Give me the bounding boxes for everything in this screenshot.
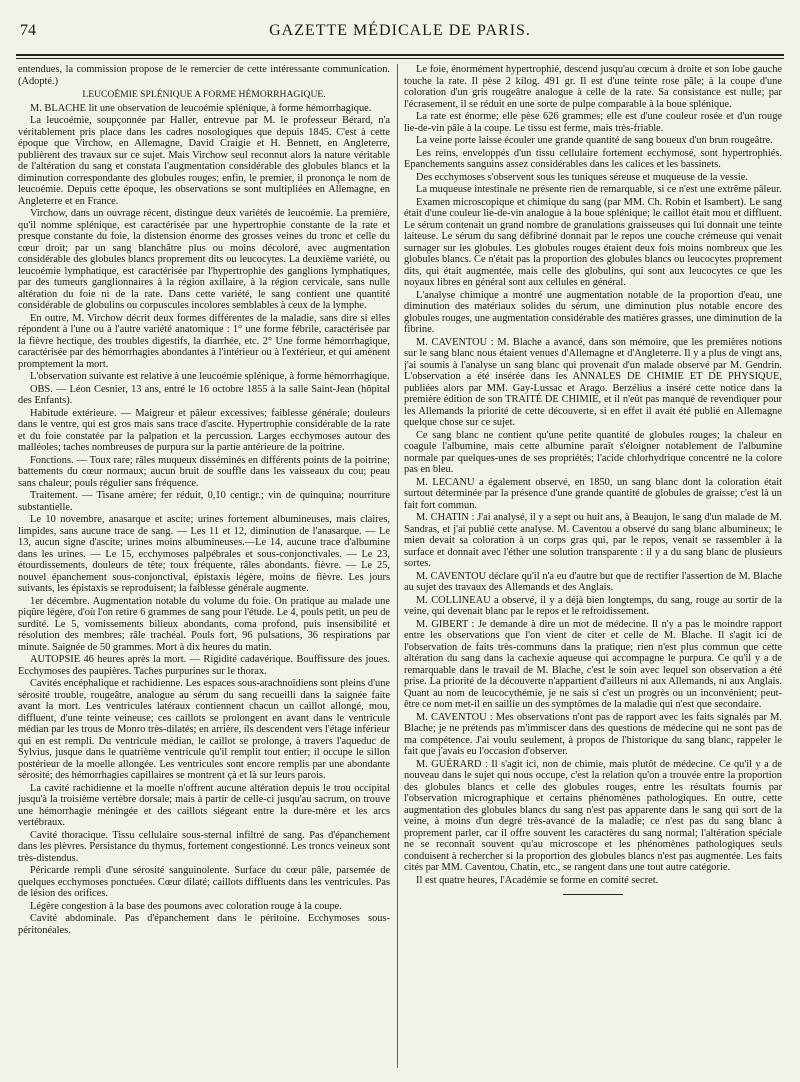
- paragraph: Traitement. — Tisane amère; fer réduit, 0,10 centigr.; vin de quinquina; nourriture substantielle.: [18, 490, 390, 513]
- paragraph: Il est quatre heures, l'Académie se forme en comité secret.: [416, 874, 659, 886]
- paragraph: M. CAVENTOU : M. Blache a avancé, dans son mémoire, que les premières notions sur le sang blanc nous étaient venues d'Allemagne et d'Angleterre. Il y a plus de vingt ans, j'ai soumis à l'analyse un sang blanc qui provenait d'un malade observé par M. Gendrin. L'observation a été insérée dans les ANNALES DE CHIMIE ET DE PHYSIQUE, publiées alors par MM. Gay-Lussac et Arago. Berzélius a inséré cette notice dans la première édition de son TRAITÉ DE CHIMIE, et il n'eût pas manqué de revendiquer pour les Allemands la priorité de cette découverte, si en effet il avait été publié en Allemagne quelque chose sur ce sujet.: [404, 336, 782, 428]
- header-rule-thin: [16, 58, 784, 59]
- paragraph: M. CHATIN : J'ai analysé, il y a sept ou huit ans, à Beaujon, le sang d'un malade de M. Sandras, et j'ai publié cette analyse. M. Caventou a observé du sang blanc albumineux; le mien devait sa coloration à un corps gras qui, par le repos, venait se rassembler à la surface et donnait avec l'éther une solution transparente : il y a du sang blanc de plusieurs sortes.: [404, 512, 782, 569]
- paragraph: Des ecchymoses s'observent sous les tuniques séreuse et muqueuse de la vessie.: [416, 171, 748, 183]
- paragraph: Virchow, dans un ouvrage récent, distingue deux variétés de leucoémie. La première, qu'il nomme splénique, est caractérisée par une hypertrophie constante de la rate et presque constante du foie, la distension énorme des grosses veines du tronc et celle du cœur droit; par un sang blanchâtre plus ou moins décoloré, avec augmentation considérable des globules blancs proprement dits ou leucocytes. La deuxième variété, ou leucoémie lymphatique, est caractérisée par l'hypertrophie des ganglions lymphatiques, par des tumeurs ganglionnaires à la région axillaire, à la région cervicale, sans nulle altération du foie ni de la rate. Dans cette variété, le sang contient une quantité considérable de globulins ou corpuscules incolores semblables à ceux de la lymphe.: [18, 208, 390, 311]
- paragraph: Habitude extérieure. — Maigreur et pâleur excessives; faiblesse générale; douleurs dans le ventre, qui est gros mais sans trace d'ascite. Hypertrophie considérable de la rate et du foie constatée par la palpation et la percussion. Larges ecchymoses autour des malléoles; taches nombreuses de purpura sur la partie antérieure de la poitrine.: [18, 407, 390, 453]
- paragraph: M. BLACHE lit une observation de leucoémie splénique, à forme hémorrhagique.: [30, 102, 372, 114]
- paragraph: entendues, la commission propose de le remercier de cette intéressante communication. (Adopté.): [18, 64, 390, 87]
- paragraph: Péricarde rempli d'une sérosité sanguinolente. Surface du cœur pâle, parsemée de quelques ecchymoses ponctuées. Cœur dilaté; caillots diffluents dans les ventricules. Pas de lésion des orifices.: [18, 865, 390, 899]
- paragraph: M. CAVENTOU déclare qu'il n'a eu d'autre but que de rectifier l'assertion de M. Blache au sujet des travaux des Allemands et des Anglais.: [404, 570, 782, 593]
- paragraph: 1er décembre. Augmentation notable du volume du foie. On pratique au malade une piqûre légère, d'où l'on retire 6 grammes de sang pour l'étude. Le 4, pouls petit, un peu de surdité. Le 5, vomissements bilieux abondants, coma profond, puis insensibilité et résolution des membres; râle trachéal. Pouls fort, 96 pulsations, 36 respirations par minute. Saignée de 50 grammes. Mort à dix heures du matin.: [18, 595, 390, 653]
- left-column: [18, 64, 390, 1070]
- paragraph: M. COLLINEAU a observé, il y a déjà bien longtemps, du sang, rouge au sortir de la veine, qui devenait blanc par le repos et le refroidissement.: [404, 594, 782, 617]
- paragraph: M. GUÉRARD : Il s'agit ici, non de chimie, mais plutôt de médecine. Ce qu'il y a de nouveau dans le sujet qui nous occupe, c'est la relation qu'on a trouvée entre la proportion des globules blancs et celle des globules rouges, entre les résultats fournis par l'observation micrographique et certains phénomènes pathologiques. En outre, cette augmentation des globules blancs du sang n'est pas apparente dans le sang qui sort de la veine, à moins d'un degré très-avancé de la maladie; ce n'est pas du sang blanc à proprement parler, car il offre souvent les caractères du sang normal; l'altération spéciale ne se reconnaît souvent qu'au microscope et les phénomènes pathologiques seuls conduisent à rechercher si la proportion des globules blancs n'est pas augmentée. Les faits cités par MM. Caventou, Chatin, etc., se rangent dans une tout autre catégorie.: [404, 758, 782, 873]
- paragraph: AUTOPSIE 46 heures après la mort. — Rigidité cadavérique. Bouffissure des joues. Ecchymoses des paupières. Taches purpurines sur le thorax.: [18, 654, 390, 677]
- paragraph: Fonctions. — Toux rare; râles muqueux disséminés en différents points de la poitrine; battements du cœur normaux; aucun bruit de souffle dans les vaisseaux du cou; peau sans chaleur; pouls régulier sans fréquence.: [18, 454, 390, 489]
- paragraph: Cavités encéphalique et rachidienne. Les espaces sous-arachnoïdiens sont pleins d'une sérosité trouble, rougeâtre, analogue au sérum du sang recueilli dans la saignée faite avant la mort. Les ventricules latéraux contiennent chacun un caillot allongé, mou, diffluent, d'une teinte veineuse; ces caillots se prolongent en avant dans le ventricule médian par les trous de Monro très-dilatés; en arrière, ils descendent vers l'étage inférieur qui en est rempli. Du ventricule médian, le caillot se prolonge, à travers l'aqueduc de Sylvius, jusque dans le quatrième ventricule qu'il remplit tout entier; il occupe le sillon postérieur de la moelle allongée. Les ventricules sont encore remplis par une abondante sérosité; des hémorrhagies capillaires se montrent çà et là sur leurs parois.: [18, 678, 390, 781]
- paragraph: M. CAVENTOU : Mes observations n'ont pas de rapport avec les faits signalés par M. Blache; je ne prétends pas m'immiscer dans des questions de médecine qui ne sont pas de ma compétence. J'ai voulu seulement, à propos de l'historique du sang blanc, rappeler le fait que j'avais eu l'occasion d'observer.: [404, 711, 782, 757]
- paragraph: M. GIBERT : Je demande à dire un mot de médecine. Il n'y a pas le moindre rapport entre les observations que l'on vient de citer et celle de M. Blache. Il s'agit ici de l'observation de faits très-communs dans la pratique; rien n'est plus commun que cette altération du sang dans la cachexie aqueuse qui accompagne le purpura. Ce qu'il y a de remarquable dans le travail de M. Blache, c'est le soin avec lequel son observation a été prise. La priorité de la découverte n'appartient d'ailleurs ni aux Allemands, ni aux Anglais. Quant au nom de leucocythémie, je ne sais si c'est un progrès ou un inconvénient; peut-être ce nom met-il en saillie un des symptômes de la maladie qui n'est que secondaire.: [404, 618, 782, 710]
- paragraph: Examen microscopique et chimique du sang (par MM. Ch. Robin et Isambert). Le sang était d'une couleur lie-de-vin analogue à la boue splénique; le caillot était mou et diffluent. Le sérum contenait un grand nombre de granulations graisseuses qui lui donnait une teinte laiteuse. Le sérum du sang défibriné donnait par le repos une couche crémeuse qui venait surnager sur les globules. Les globules rouges étaient deux fois moins nombreux que les globules blancs. Ce n'était pas la proportion des globules blancs ou leucocytes proprement dits, qui était augmentée, mais celle des globulins, qui sont aux leucocytes ce que les noyaux libres en général sont aux cellules en général.: [404, 196, 782, 288]
- page-number: 74: [20, 22, 36, 39]
- paragraph: Légère congestion à la base des poumons avec coloration rouge à la coupe.: [30, 900, 342, 912]
- paragraph: La cavité rachidienne et la moelle n'offrent aucune altération depuis le trou occipital jusqu'à la troisième vertèbre dorsale; mais à partir de celle-ci jusqu'au sacrum, on trouve une hémorrhagie méningée et des caillots siégeant entre la dure-mère et les arcs vertébraux.: [18, 782, 390, 828]
- paragraph: Les reins, enveloppés d'un tissu cellulaire fortement ecchymosé, sont hypertrophiés. Epanchements sanguins assez considérables dans les calices et les bassinets.: [404, 147, 782, 170]
- paragraph: Ce sang blanc ne contient qu'une petite quantité de globules rouges; la chaleur en coagule l'albumine, mais cette albumine paraît s'éloigner notablement de l'albumine normale par quelques-unes de ses propriétés; l'acide chlorhydrique concentré ne la colore pas en bleu.: [404, 429, 782, 475]
- paragraph: La leucoémie, soupçonnée par Haller, entrevue par M. le professeur Bérard, n'a véritablement pris place dans les cadres nosologiques que depuis 1845. C'est à cette époque que Virchow, en Allemagne, David Craigie et H. Bennett, en Angleterre, publièrent des travaux sur ce sujet. Mais Virchow seul reconnut alors la nature véritable de l'altération du sang et constata l'augmentation considérable des globules blancs et la diminution correspondante des globules rouges; enfin, le premier, il prononça le nom de leucoémie. Depuis cette époque, les observations se sont multipliées en Allemagne, en Angleterre et en France.: [18, 115, 390, 207]
- paragraph: Cavité abdominale. Pas d'épanchement dans le péritoine. Ecchymoses sous-péritonéales.: [18, 913, 390, 936]
- column-divider: [397, 64, 398, 1068]
- section-heading: LEUCOÉMIE SPLÉNIQUE A FORME HÉMORRHAGIQUE.: [82, 89, 326, 100]
- paragraph: Le foie, énormément hypertrophié, descend jusqu'au cœcum à droite et son lobe gauche touche la rate. Il pèse 2 kilog. 491 gr. Il est d'une teinte rose pâle; à la coupe d'une coloration d'un gris rougeâtre analogue à celle de la rate. Sa consistance est nulle; par l'écrasement, il se réduit en une sorte de pulpe comparable à la boue splénique.: [404, 64, 782, 110]
- paragraph: L'analyse chimique a montré une augmentation notable de la proportion d'eau, une diminution des matériaux solides du sérum, une diminution plus notable encore des globules rouges, une augmentation considérable des matières grasses, une diminution de la fibrine.: [404, 289, 782, 335]
- paragraph: La veine porte laisse écouler une grande quantité de sang boueux d'un brun rougeâtre.: [416, 135, 773, 146]
- paragraph: Le 10 novembre, anasarque et ascite; urines fortement albumineuses, mais claires, limpides, sans aucune trace de sang. — Les 11 et 12, diminution de l'anasarque. — Le 13, aucun signe d'ascite; urines moins albumineuses.—Le 14, aucune trace d'albumine dans les urines. — Le 15, ecchymoses palpébrales et sous-conjonctivales. — Le 23, étourdissements, douleurs de tête; toux fréquente, râles abondants. fièvre. — Le 25, nouvel épanchement sous-conjonctival, épistaxis légère, moins de fièvre. Les jours suivants, les épistaxis se reproduisent; la faiblesse générale augmente.: [18, 514, 390, 594]
- journal-title: GAZETTE MÉDICALE DE PARIS.: [269, 22, 531, 39]
- paragraph: La muqueuse intestinale ne présente rien de remarquable, si ce n'est une extrême pâleur.: [416, 184, 782, 195]
- paragraph: L'observation suivante est relative à une leucoémie splénique, à forme hémorrhagique.: [30, 371, 390, 382]
- header-rule: [16, 54, 784, 56]
- paragraph: OBS. — Léon Cesnier, 13 ans, entré le 16 octobre 1855 à la salle Saint-Jean (hôpital des Enfants).: [18, 383, 390, 406]
- paragraph: La rate est énorme; elle pèse 626 grammes; elle est d'une couleur rosée et d'un rouge lie-de-vin pâle à la coupe. Le tissu est ferme, mais très-friable.: [404, 111, 782, 134]
- end-rule: [563, 894, 623, 895]
- page-header: [16, 20, 784, 46]
- paragraph: Cavité thoracique. Tissu cellulaire sous-sternal infiltré de sang. Pas d'épanchement dans les plèvres. Persistance du thymus, fortement congestionné. Les troncs veineux sont très-distendus.: [18, 829, 390, 864]
- right-column: [404, 64, 782, 1070]
- paragraph: M. LECANU a également observé, en 1850, un sang blanc dont la coloration était surtout déterminée par la présence d'une grande quantité de globules de graisse; c'est là un fait fort commun.: [404, 476, 782, 511]
- paragraph: En outre, M. Virchow décrit deux formes différentes de la maladie, sans dire si elles répondent à l'une ou à l'autre variété anatomique : 1° une forme fébrile, caractérisée par la fièvre hectique, des troubles digestifs, la diarrhée, etc. 2° Une forme hémorrhagique, caractérisée par des hémorrhagies abondantes à l'intérieur ou à l'extérieur, et qui amènent promptement la mort.: [18, 312, 390, 370]
